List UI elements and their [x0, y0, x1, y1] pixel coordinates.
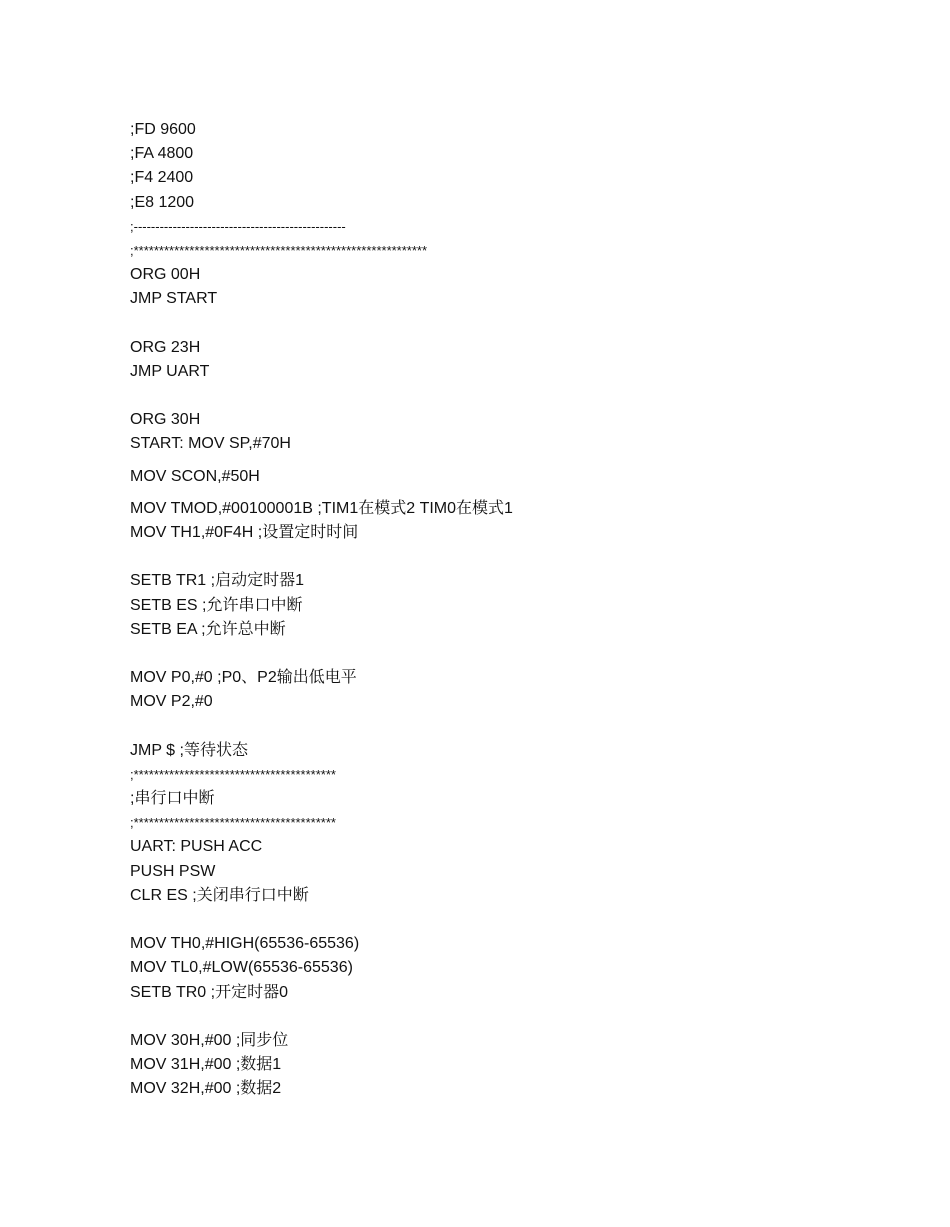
code-line: SETB TR1 ;启动定时器1	[130, 572, 304, 590]
code-line: MOV TH0,#HIGH(65536-65536)	[130, 935, 360, 953]
separator-line: ;****************************************	[130, 815, 336, 831]
code-line: ORG 30H	[130, 411, 201, 429]
code-line: MOV 32H,#00 ;数据2	[130, 1080, 282, 1098]
code-line: ;串行口中断	[130, 790, 215, 808]
code-line: PUSH PSW	[130, 862, 216, 880]
code-line: MOV TMOD,#00100001B ;TIM1在模式2 TIM0在模式1	[130, 499, 513, 517]
blank-line	[130, 384, 890, 408]
code-line: ;E8 1200	[130, 193, 195, 211]
separator-line: ;-------------------------------------------------	[130, 218, 346, 234]
code-line: SETB TR0 ;开定时器0	[130, 983, 288, 1001]
blank-line	[130, 312, 890, 336]
code-line: CLR ES ;关闭串行口中断	[130, 886, 309, 904]
blank-line	[130, 908, 890, 932]
code-line: JMP UART	[130, 362, 210, 380]
code-line: MOV TL0,#LOW(65536-65536)	[130, 959, 353, 977]
code-line: MOV 30H,#00 ;同步位	[130, 1031, 289, 1049]
code-line: SETB EA ;允许总中断	[130, 620, 286, 638]
code-line: JMP $ ;等待状态	[130, 741, 248, 759]
blank-line	[130, 545, 890, 569]
code-line: SETB ES ;允许串口中断	[130, 596, 303, 614]
code-line: UART: PUSH ACC	[130, 838, 263, 856]
blank-line	[130, 642, 890, 666]
code-line: MOV SCON,#50H	[130, 467, 260, 485]
separator-line: ;****************************************	[130, 766, 336, 782]
code-line: ;FA 4800	[130, 145, 194, 163]
code-line: MOV 31H,#00 ;数据1	[130, 1056, 282, 1074]
code-line: START: MOV SP,#70H	[130, 435, 291, 453]
code-line: JMP START	[130, 290, 218, 308]
code-line: MOV TH1,#0F4H ;设置定时时间	[130, 524, 359, 541]
separator-line: ;**********************************************************	[130, 242, 428, 258]
code-line: ;FD 9600	[130, 121, 196, 138]
code-line: MOV P2,#0	[130, 693, 213, 711]
blank-line	[130, 1005, 890, 1029]
code-line: ORG 23H	[130, 338, 201, 356]
code-line: ORG 00H	[130, 266, 201, 284]
code-line: ;F4 2400	[130, 169, 194, 187]
code-line: MOV P0,#0 ;P0、P2输出低电平	[130, 669, 357, 687]
blank-line	[130, 715, 890, 739]
assembly-code-listing	[130, 118, 890, 1102]
